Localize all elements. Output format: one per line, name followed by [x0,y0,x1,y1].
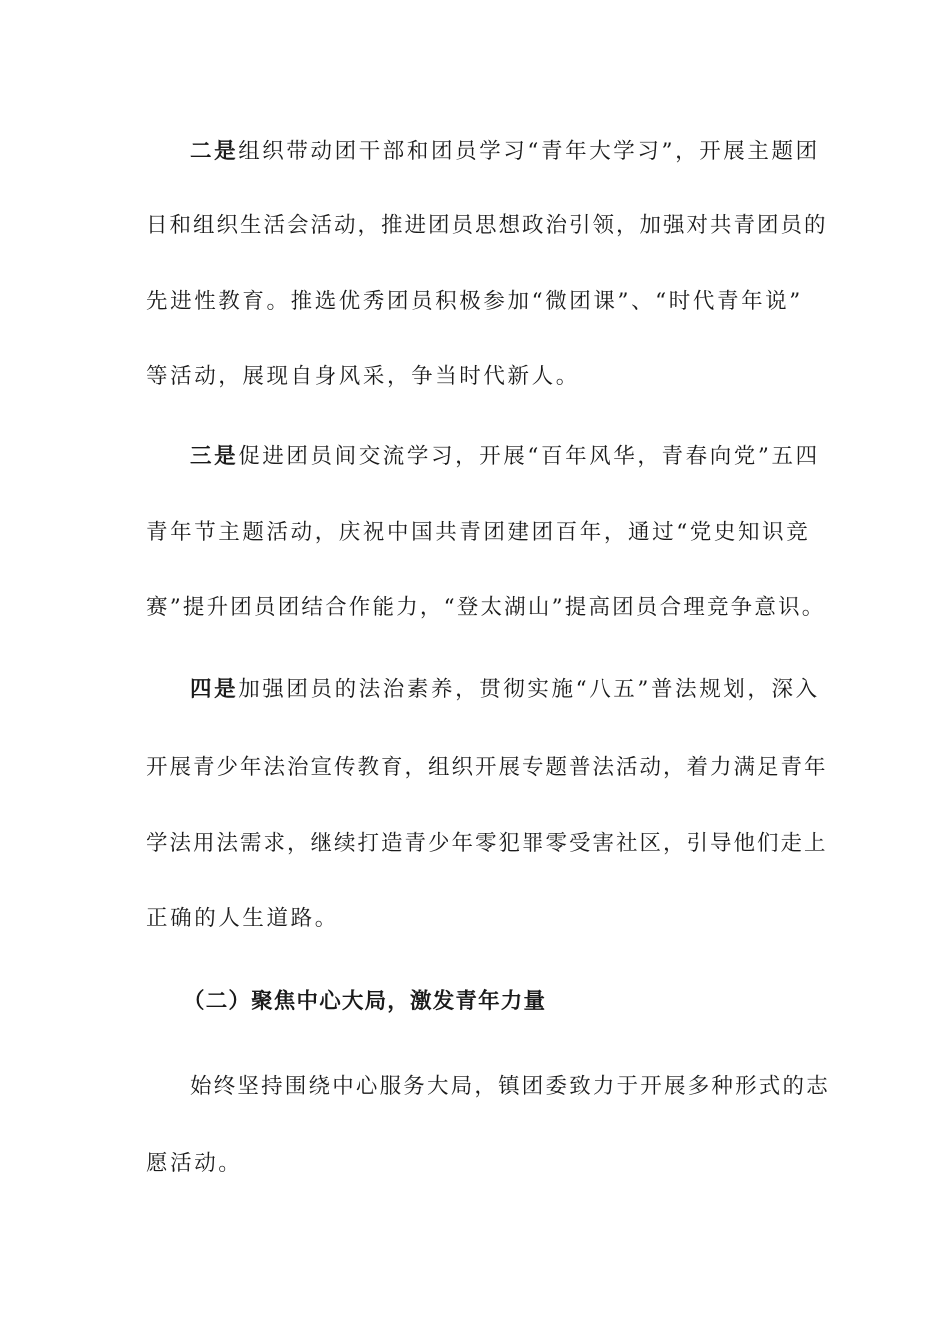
paragraph-3-line-4: 正确的人生道路。 [146,906,339,931]
paragraph-3-text: 加强团员的法治素养，贯彻实施“八五”普法规划，深入 [238,677,820,702]
paragraph-1-lead: 二是 [190,139,239,164]
paragraph-2-line-1 [190,442,820,472]
paragraph-1-text: 组织带动团干部和团员学习“青年大学习”，开展主题团 [238,139,820,164]
paragraph-3-line-1 [190,675,820,705]
paragraph-2-line-3: 赛”提升团员团结合作能力，“登太湖山”提高团员合理竞争意识。 [146,595,826,620]
paragraph-2-text: 促进团员间交流学习，开展“百年风华，青春向党”五四 [238,444,820,469]
section-heading: （二）聚焦中心大局，激发青年力量 [183,989,547,1014]
paragraph-3-line-2: 开展青少年法治宣传教育，组织开展专题普法活动，着力满足青年 [146,755,828,780]
paragraph-2-lead: 三是 [190,444,239,469]
paragraph-3-line-3: 学法用法需求，继续打造青少年零犯罪零受害社区，引导他们走上 [146,831,828,856]
paragraph-1-line-3: 先进性教育。推选优秀团员积极参加“微团课”、“时代青年说” [146,289,803,314]
closing-paragraph-line-2: 愿活动。 [146,1151,243,1176]
paragraph-3-lead: 四是 [190,677,239,702]
paragraph-2-line-2: 青年节主题活动，庆祝中国共青团建团百年，通过“党史知识竞 [146,520,811,545]
paragraph-1-line-2: 日和组织生活会活动，推进团员思想政治引领，加强对共青团员的 [146,213,828,238]
paragraph-1-line-1 [190,137,820,167]
paragraph-1-line-4: 等活动，展现自身风采，争当时代新人。 [146,364,580,389]
closing-paragraph-line-1: 始终坚持围绕中心服务大局，镇团委致力于开展多种形式的志 [190,1074,830,1099]
